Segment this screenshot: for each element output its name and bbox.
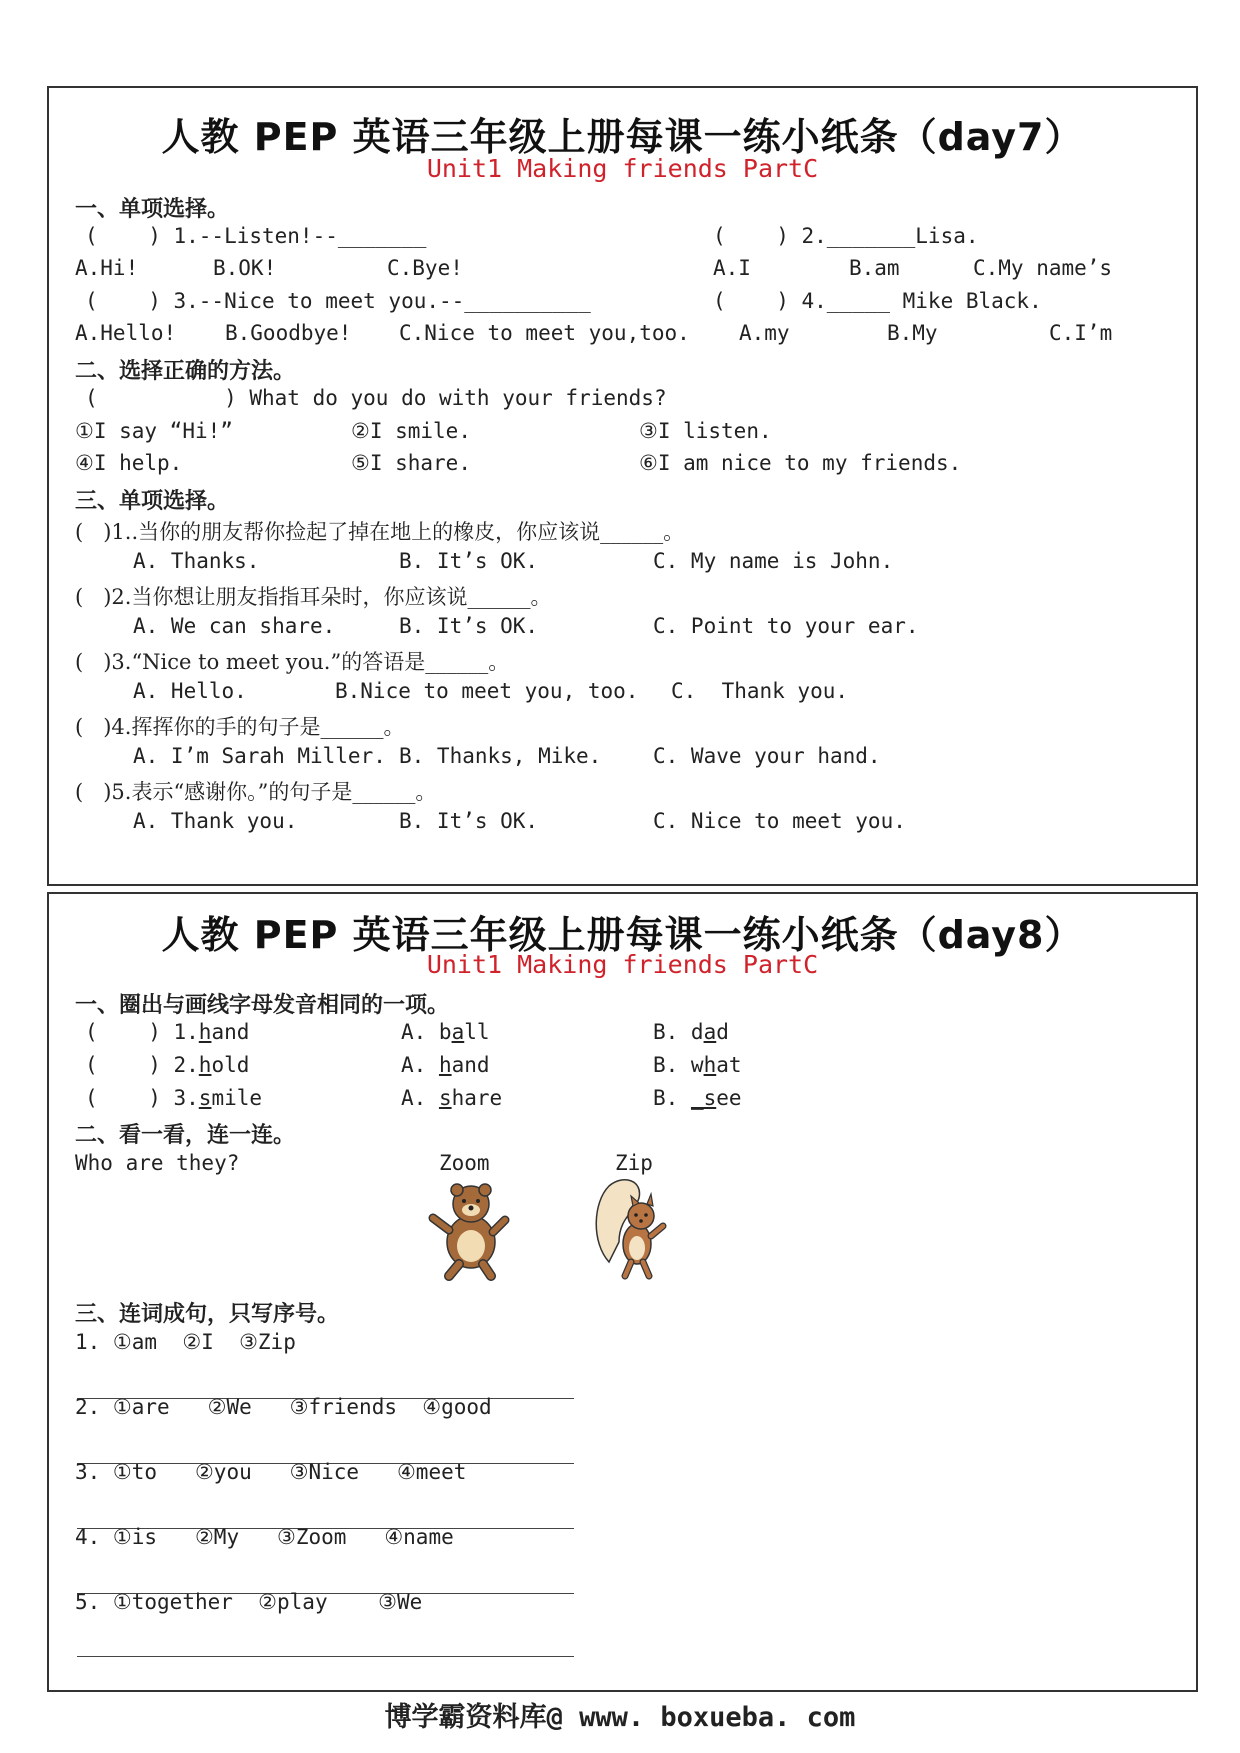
option-a: A.I — [713, 256, 751, 280]
section-heading: 三、单项选择。 — [75, 489, 230, 514]
option-a: A. Thanks. — [133, 549, 260, 573]
question-3: ( ) 3.--Nice to meet you.--__________ — [85, 289, 591, 313]
footer-watermark — [310, 1694, 930, 1750]
worksheet-day8 — [47, 892, 1198, 1692]
name-zoom: Zoom — [439, 1151, 490, 1175]
option-a: A. hand — [401, 1053, 490, 1077]
bear-zoom-icon — [421, 1172, 521, 1282]
option-b: B. _see — [653, 1086, 742, 1110]
sentence-item: 5. ①together ②play ③We — [75, 1590, 423, 1614]
option-c: C. Wave your hand. — [653, 744, 881, 768]
choice: ④I help. — [75, 451, 183, 475]
option-c: C. Nice to meet you. — [653, 809, 906, 833]
option-a: A.my — [739, 321, 790, 345]
underlined-letter: h — [198, 1020, 212, 1044]
section-heading: 三、连词成句，只写序号。 — [75, 1302, 340, 1327]
option-b: B. Thanks, Mike. — [399, 744, 602, 768]
option-b: B.My — [887, 321, 938, 345]
question: ( )1..当你的朋友帮你捡起了掉在地上的橡皮，你应该说______。 — [75, 520, 685, 544]
section-heading: 二、看一看，连一连。 — [75, 1123, 296, 1148]
phonics-question: ( ) 3.smile — [85, 1086, 263, 1110]
option-a: A.Hello! — [75, 321, 177, 345]
option-c: C. Point to your ear. — [653, 614, 919, 638]
choice: ⑤I share. — [351, 451, 471, 475]
option-b: B. what — [653, 1053, 742, 1077]
section-heading: 一、单项选择。 — [75, 197, 230, 222]
worksheet-subtitle: Unit1 Making friends PartC — [426, 154, 819, 183]
section-heading: 二、选择正确的方法。 — [75, 359, 296, 384]
option-b: B.OK! — [213, 256, 277, 280]
option-c: C.My name’s — [973, 256, 1113, 280]
question: ( )2.当你想让朋友指指耳朵时，你应该说______。 — [75, 585, 552, 609]
underlined-letter: h — [198, 1053, 212, 1077]
name-zip: Zip — [615, 1151, 653, 1175]
question: ( ) What do you do with your friends? — [85, 386, 667, 410]
underlined-letter: s — [198, 1086, 212, 1110]
option-a: A. ball — [401, 1020, 490, 1044]
option-c: C.Nice to meet you,too. — [399, 321, 690, 345]
option-a: A. Thank you. — [133, 809, 298, 833]
sentence-item: 3. ①to ②you ③Nice ④meet — [75, 1460, 467, 1484]
answer-line[interactable] — [77, 1656, 574, 1657]
section-heading: 一、圈出与画线字母发音相同的一项。 — [75, 993, 450, 1018]
question-4: ( ) 4._____ Mike Black. — [713, 289, 1042, 313]
option-a: A.Hi! — [75, 256, 139, 280]
choice: ①I say “Hi!” — [75, 419, 233, 443]
option-b: B. It’s OK. — [399, 549, 539, 573]
question-2: ( ) 2._______Lisa. — [713, 224, 979, 248]
option-b: B.Nice to meet you, too. — [335, 679, 639, 703]
phonics-question: ( ) 1.hand — [85, 1020, 250, 1044]
choice: ⑥I am nice to my friends. — [639, 451, 962, 475]
question: ( )3.“Nice to meet you.”的答语是______。 — [75, 650, 510, 674]
option-a: A. share — [401, 1086, 503, 1110]
option-b: B.Goodbye! — [225, 321, 352, 345]
sentence-item: 1. ①am ②I ③Zip — [75, 1330, 296, 1354]
option-c: C.I’m — [1049, 321, 1113, 345]
worksheet-day7 — [47, 86, 1198, 886]
worksheet-title: 人教 PEP 英语三年级上册每课一练小纸条（day8） — [161, 913, 1084, 957]
worksheet-subtitle: Unit1 Making friends PartC — [426, 950, 819, 979]
option-c: C.Bye! — [387, 256, 463, 280]
option-b: B. dad — [653, 1020, 729, 1044]
phonics-question: ( ) 2.hold — [85, 1053, 250, 1077]
question: ( )5.表示“感谢你。”的句子是______。 — [75, 780, 437, 804]
choice: ③I listen. — [639, 419, 772, 443]
option-a: A. We can share. — [133, 614, 336, 638]
option-c: C. My name is John. — [653, 549, 894, 573]
option-b: B. It’s OK. — [399, 809, 539, 833]
squirrel-zip-icon — [589, 1172, 679, 1282]
option-b: B. It’s OK. — [399, 614, 539, 638]
sentence-item: 4. ①is ②My ③Zoom ④name — [75, 1525, 454, 1549]
option-c: C. Thank you. — [671, 679, 849, 703]
question: ( )4.挥挥你的手的句子是______。 — [75, 715, 405, 739]
question-1: ( ) 1.--Listen!--_______ — [85, 224, 427, 248]
matching-question: Who are they? — [75, 1151, 240, 1175]
option-a: A. I’m Sarah Miller. — [133, 744, 386, 768]
option-b: B.am — [849, 256, 900, 280]
footer-text: 博学霸资料库@ www. boxueba. com — [384, 1702, 856, 1733]
worksheet-title: 人教 PEP 英语三年级上册每课一练小纸条（day7） — [161, 115, 1084, 159]
choice: ②I smile. — [351, 419, 471, 443]
option-a: A. Hello. — [133, 679, 247, 703]
sentence-item: 2. ①are ②We ③friends ④good — [75, 1395, 492, 1419]
